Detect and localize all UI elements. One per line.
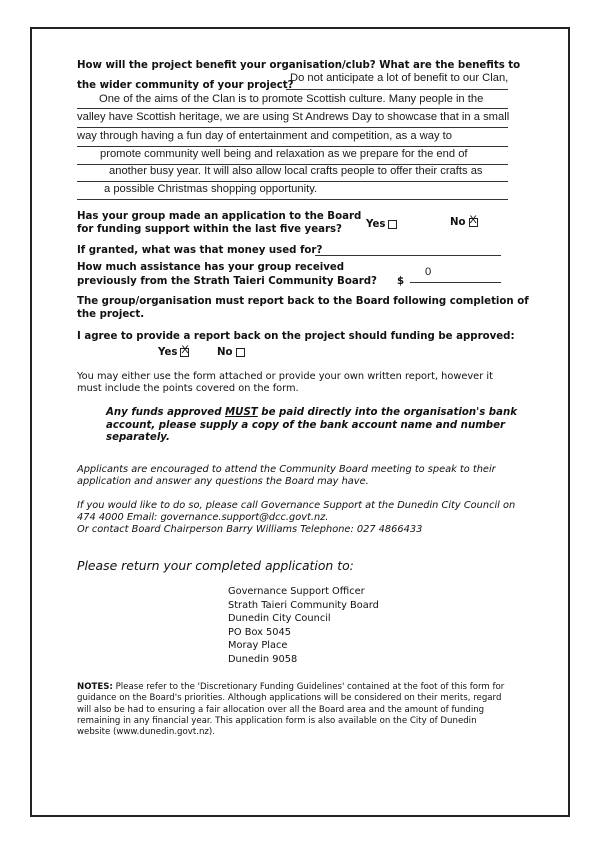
contact-line1: If you would like to do so, please call Governance Support at the Dunedin City Council on: [77, 500, 516, 511]
benefit-question-line1: How will the project benefit your organisation/club? What are the benefits to: [77, 60, 521, 71]
answer-rule: [77, 146, 508, 147]
return-address: [228, 585, 379, 666]
notes-line4: remaining in any financial year. This application form is also available on the City of Dunedin: [77, 715, 477, 726]
notes-block: [77, 682, 504, 738]
application-no-label: No: [450, 217, 466, 228]
assistance-amount-line: [410, 282, 501, 283]
agree-yes-option[interactable]: [158, 347, 189, 358]
granted-answer-line[interactable]: [315, 255, 501, 256]
form-info-line2: must include the points covered on the form.: [77, 383, 299, 394]
answer-rule: [77, 181, 508, 182]
application-no-option[interactable]: [450, 217, 478, 228]
form-info-line1: You may either use the form attached or provide your own written report, however it: [77, 371, 493, 382]
encourage-line1: Applicants are encouraged to attend the Community Board meeting to speak to their: [77, 464, 496, 475]
assistance-question-line2: previously from the Strath Taieri Community Board?: [77, 276, 377, 287]
notes-label: NOTES:: [77, 682, 113, 692]
answer-rule: [77, 127, 508, 128]
benefit-answer-line5[interactable]: promote community well being and relaxation as we prepare for the end of: [100, 148, 468, 160]
benefit-answer-line3[interactable]: valley have Scottish heritage, we are using St Andrews Day to showcase that in a small: [77, 111, 510, 123]
funds-notice-line3: separately.: [106, 432, 170, 443]
application-yes-checkbox[interactable]: [388, 220, 397, 229]
application-yes-label: Yes: [366, 219, 386, 230]
address-line: Moray Place: [228, 640, 288, 651]
currency-symbol: $: [397, 276, 405, 287]
benefit-answer-line1[interactable]: Do not anticipate a lot of benefit to our Clan,: [290, 72, 509, 84]
assistance-amount[interactable]: 0: [425, 266, 432, 278]
agree-no-checkbox[interactable]: [236, 348, 245, 357]
funds-notice-line2: account, please supply a copy of the bank account name and number: [106, 420, 506, 431]
answer-rule: [77, 108, 508, 109]
encourage-line2: application and answer any questions the Board may have.: [77, 476, 369, 487]
answer-rule: [77, 199, 508, 200]
must-emphasis: MUST: [225, 407, 258, 418]
benefit-answer-line7[interactable]: a possible Christmas shopping opportunity.: [104, 183, 318, 195]
agree-question: I agree to provide a report back on the project should funding be approved:: [77, 331, 515, 342]
benefit-answer-line2[interactable]: One of the aims of the Clan is to promote Scottish culture. Many people in the: [99, 93, 484, 105]
application-question-line1: Has your group made an application to the Board: [77, 211, 362, 222]
address-line: Governance Support Officer: [228, 586, 365, 597]
address-line: Dunedin City Council: [228, 613, 331, 624]
address-line: Dunedin 9058: [228, 653, 298, 665]
benefit-answer-line6[interactable]: another busy year. It will also allow local crafts people to offer their crafts as: [109, 165, 483, 177]
benefit-answer-line4[interactable]: way through having a fun day of entertainment and competition, as a way to: [77, 130, 453, 142]
notes-line3: will also be had to ensuring a fair allocation over all the Board area and the amount of funding: [77, 704, 485, 715]
application-yes-option[interactable]: [366, 219, 397, 230]
report-notice-line1: The group/organisation must report back to the Board following completion of: [77, 296, 529, 307]
contact-line2: 474 4000 Email: governance.support@dcc.govt.nz.: [77, 512, 329, 523]
granted-question: If granted, what was that money used for?: [77, 245, 323, 256]
assistance-question-line1: How much assistance has your group received: [77, 262, 345, 273]
agree-yes-label: Yes: [158, 347, 178, 358]
answer-rule: [286, 89, 508, 90]
notes-line5: website (www.dunedin.govt.nz).: [77, 727, 216, 738]
funds-notice-line1: Any funds approved MUST be paid directly into the organisation's bank: [106, 407, 517, 418]
address-line: Strath Taieri Community Board: [228, 599, 379, 611]
report-notice-line2: the project.: [77, 309, 145, 320]
application-question-line2: for funding support within the last five years?: [77, 224, 342, 235]
contact-line3: Or contact Board Chairperson Barry Williams Telephone: 027 4866433: [77, 524, 423, 535]
agree-yes-checkbox[interactable]: [180, 348, 189, 357]
return-heading: Please return your completed application to:: [77, 558, 354, 573]
notes-line2: guidance on the Board's priorities. Although applications will be considered on their merits, regard: [77, 693, 502, 704]
agree-no-label: No: [217, 347, 233, 358]
address-line: PO Box 5045: [228, 626, 291, 638]
notes-line1: Please refer to the 'Discretionary Funding Guidelines' contained at the foot of this form for: [112, 682, 505, 692]
agree-no-option[interactable]: [217, 347, 245, 358]
benefit-question-line2: the wider community of your project?: [77, 80, 294, 91]
application-no-checkbox[interactable]: [469, 218, 478, 227]
